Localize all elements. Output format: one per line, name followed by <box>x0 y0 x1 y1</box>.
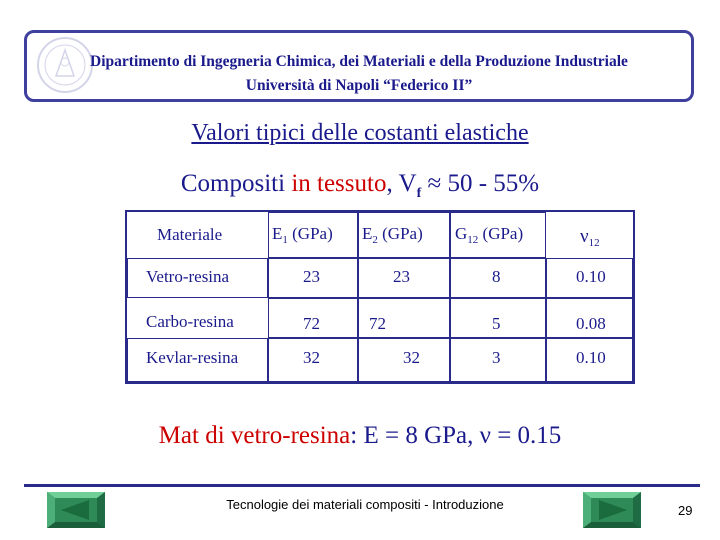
row3-material: Kevlar-resina <box>146 348 239 367</box>
row3-e1: 32 <box>303 348 320 367</box>
mat-line-values: : E = 8 GPa, ν = 0.15 <box>350 422 562 449</box>
row1-g12: 8 <box>492 267 501 286</box>
row3-nu: 0.10 <box>576 348 606 367</box>
slide-subtitle <box>0 170 720 201</box>
row3-g12: 3 <box>492 348 501 367</box>
row2-g12: 5 <box>492 314 501 333</box>
row2-e2: 72 <box>369 314 386 333</box>
header-e2: $E_2$ (GPa) <box>362 224 423 246</box>
next-slide-button[interactable] <box>583 492 641 528</box>
header-e1: $E_1$ (GPa) <box>272 224 333 246</box>
header-material: Materiale <box>157 225 223 244</box>
university-seal-icon <box>36 36 94 94</box>
header-box <box>24 30 694 102</box>
row2-e1: 72 <box>303 314 320 333</box>
row2-material: Carbo-resina <box>146 312 234 331</box>
footer-divider <box>24 484 700 487</box>
header-nu: $\nu_{12}$ <box>580 226 600 249</box>
header-g12: $G_{12}$ (GPa) <box>455 224 524 246</box>
page-number: 29 <box>678 503 693 518</box>
previous-slide-button[interactable] <box>47 492 105 528</box>
row1-nu: 0.10 <box>576 267 606 286</box>
footer-text: Tecnologie dei materiali compositi - Introduzione <box>226 497 504 512</box>
row1-e2: 23 <box>393 267 410 286</box>
row3-e2: 32 <box>403 348 420 367</box>
department-name: Dipartimento di Ingegneria Chimica, dei Materiali e della Produzione Industriale <box>90 53 628 70</box>
subtitle-part1: Compositi <box>180 170 292 197</box>
mat-line <box>0 422 720 450</box>
slide-title: Valori tipici delle costanti elastiche <box>191 120 529 146</box>
subtitle-part3: , V <box>386 170 417 197</box>
university-name: Università di Napoli “Federico II” <box>245 77 473 94</box>
row1-material: Vetro-resina <box>146 267 230 286</box>
row2-nu: 0.08 <box>576 314 606 333</box>
subtitle-part4: ≈ 50 - 55% <box>421 170 540 197</box>
mat-line-label: Mat di vetro-resina <box>158 422 351 449</box>
subtitle-subscript: f <box>416 186 422 201</box>
subtitle-highlight: in tessuto <box>291 170 387 197</box>
row1-e1: 23 <box>303 267 320 286</box>
